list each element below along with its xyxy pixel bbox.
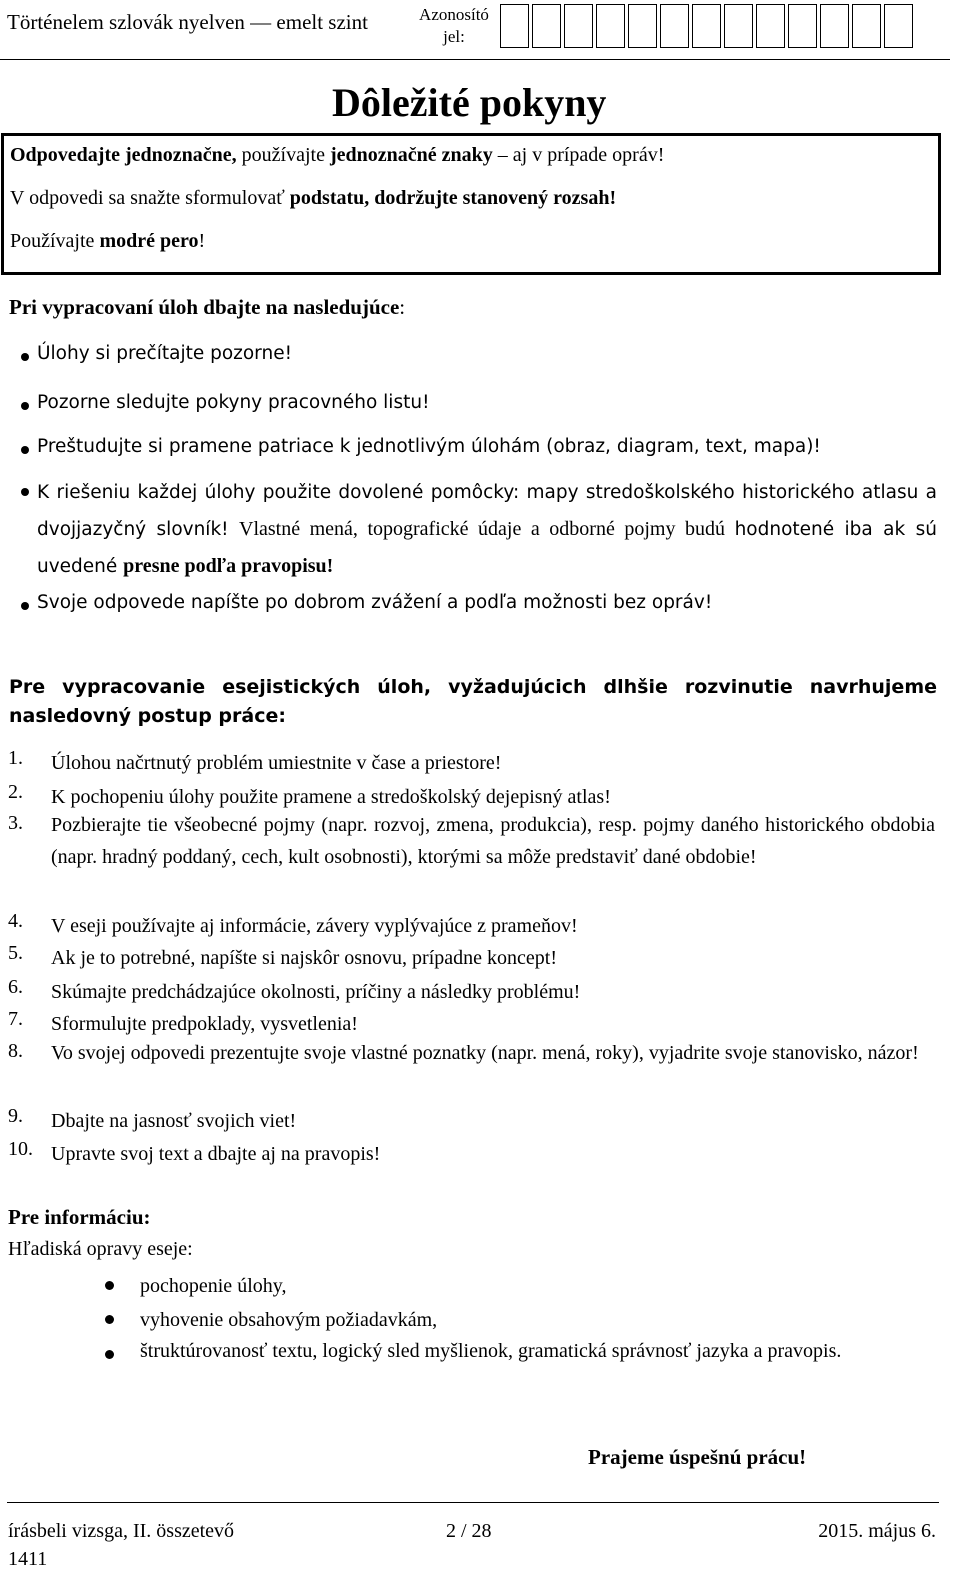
step-text: V eseji používajte aj informácie, závery vyplývajúce z prameňov! — [51, 915, 578, 937]
step-number: 4. — [8, 910, 23, 932]
header-rule — [0, 59, 950, 60]
step-number: 3. — [8, 812, 23, 834]
bullet-icon — [105, 1281, 114, 1290]
step-text: Úlohou načrtnutý problém umiestnite v čase a priestore! — [51, 752, 502, 774]
id-digit-box[interactable] — [852, 4, 881, 48]
bullet-paragraph — [37, 475, 937, 585]
important-text: – aj v prípade opráv! — [492, 144, 665, 166]
info-subheading: Hľadiská opravy eseje: — [8, 1238, 193, 1260]
criteria-text: pochopenie úlohy, — [140, 1275, 287, 1297]
bullet-text: Svoje odpovede napíšte po dobrom zvážení a podľa možnosti bez opráv! — [37, 592, 713, 613]
page-number: 2 / 28 — [446, 1520, 492, 1542]
bullet-text-bold: presne podľa pravopisu! — [123, 555, 334, 577]
step-text: K pochopeniu úlohy použite pramene a stredoškolský dejepisný atlas! — [51, 786, 611, 808]
footer-code: 1411 — [8, 1548, 48, 1570]
bullet-text: K riešeniu každej úlohy použite dovolené pomôcky: mapy stredoškolského historického atlasu a dvojjazyčný slovník! — [37, 482, 937, 540]
id-label-line-2: jel: — [443, 27, 465, 46]
important-line-3 — [10, 230, 205, 253]
tasks-intro — [9, 295, 405, 320]
important-text: ! — [198, 230, 206, 252]
footer-date: 2015. május 6. — [818, 1520, 936, 1542]
step-text: Vo svojej odpovedi prezentujte svoje vlastné poznatky (napr. mená, roky), vyjadrite svoje stanovisko, názor! — [51, 1042, 919, 1064]
step-number: 9. — [8, 1105, 23, 1127]
id-digit-box[interactable] — [596, 4, 625, 48]
bullet-icon — [21, 446, 29, 454]
step-number: 10. — [8, 1138, 33, 1160]
id-digit-box[interactable] — [756, 4, 785, 48]
step-text: Ak je to potrebné, napíšte si najskôr osnovu, prípadne koncept! — [51, 947, 557, 969]
step-number: 1. — [8, 747, 23, 769]
essay-intro: Pre vypracovanie esejistických úloh, vyžadujúcich dlhšie rozvinutie navrhujeme — [9, 676, 937, 698]
step-text: Upravte svoj text a dbajte aj na pravopis! — [51, 1143, 381, 1165]
step-number: 2. — [8, 781, 23, 803]
important-bold: jednoznačné znaky — [329, 144, 493, 166]
important-text: V odpovedi sa snažte sformulovať — [10, 187, 290, 209]
info-heading: Pre informáciu: — [8, 1205, 151, 1229]
id-label-line-1: Azonosító — [419, 5, 489, 24]
important-line-1 — [10, 144, 664, 167]
step-number: 6. — [8, 976, 23, 998]
page-title: Dôležité pokyny — [332, 80, 607, 125]
bullet-text: Úlohy si prečítajte pozorne! — [37, 343, 292, 364]
bullet-text-serif: Vlastné mená, topografické údaje a odborné pojmy budú — [239, 518, 735, 540]
id-boxes — [500, 4, 916, 48]
important-bold: modré pero — [99, 230, 199, 252]
important-text: používajte — [236, 144, 330, 166]
id-digit-box[interactable] — [532, 4, 561, 48]
id-digit-box[interactable] — [628, 4, 657, 48]
id-digit-box[interactable] — [692, 4, 721, 48]
bullet-text: hodnotené iba ak sú uvedené — [37, 519, 938, 577]
header-title: Történelem szlovák nyelven — emelt szint — [7, 10, 368, 34]
tasks-intro-colon: : — [399, 295, 406, 319]
important-bold: podstatu, dodržujte stanovený rozsah! — [289, 187, 617, 209]
bullet-icon — [105, 1350, 114, 1359]
important-bold: Odpovedajte jednoznačne, — [10, 144, 237, 166]
step-text: Sformulujte predpoklady, vysvetlenia! — [51, 1013, 358, 1035]
closing-text: Prajeme úspešnú prácu! — [588, 1445, 807, 1469]
step-number: 8. — [8, 1040, 23, 1062]
bullet-icon — [21, 488, 29, 496]
id-digit-box[interactable] — [884, 4, 913, 48]
criteria-text: štruktúrovanosť textu, logický sled myšlienok, gramatická správnosť jazyka a pravopis. — [140, 1340, 842, 1362]
criteria-text: vyhovenie obsahovým požiadavkám, — [140, 1309, 438, 1331]
step-text: Skúmajte predchádzajúce okolnosti, príčiny a následky problému! — [51, 981, 581, 1003]
footer-rule — [7, 1502, 939, 1503]
essay-intro-2: nasledovný postup práce: — [9, 705, 286, 727]
step-number: 7. — [8, 1008, 23, 1030]
step-text: Dbajte na jasnosť svojich viet! — [51, 1110, 297, 1132]
important-text: Používajte — [10, 230, 100, 252]
bullet-icon — [105, 1315, 114, 1324]
bullet-icon — [21, 402, 29, 410]
footer-left: írásbeli vizsga, II. összetevő — [8, 1520, 235, 1542]
bullet-text: Pozorne sledujte pokyny pracovného listu! — [37, 392, 430, 413]
tasks-intro-bold: Pri vypracovaní úloh dbajte na nasledujúce — [9, 295, 400, 319]
important-line-2 — [10, 187, 616, 210]
bullet-text: Preštudujte si pramene patriace k jednotlivým úlohám (obraz, diagram, text, mapa)! — [37, 436, 821, 457]
step-number: 5. — [8, 942, 23, 964]
bullet-icon — [21, 353, 29, 361]
id-digit-box[interactable] — [820, 4, 849, 48]
id-digit-box[interactable] — [724, 4, 753, 48]
id-digit-box[interactable] — [500, 4, 529, 48]
bullet-icon — [21, 602, 29, 610]
id-label — [414, 4, 494, 48]
id-digit-box[interactable] — [660, 4, 689, 48]
id-digit-box[interactable] — [788, 4, 817, 48]
step-text: Pozbierajte tie všeobecné pojmy (napr. rozvoj, zmena, produkcia), resp. pojmy daného historického obdobia (napr. hradný poddaný, cech, kult osobnosti), ktorými sa môže predstaviť dané obdobie! — [51, 814, 935, 868]
id-digit-box[interactable] — [564, 4, 593, 48]
